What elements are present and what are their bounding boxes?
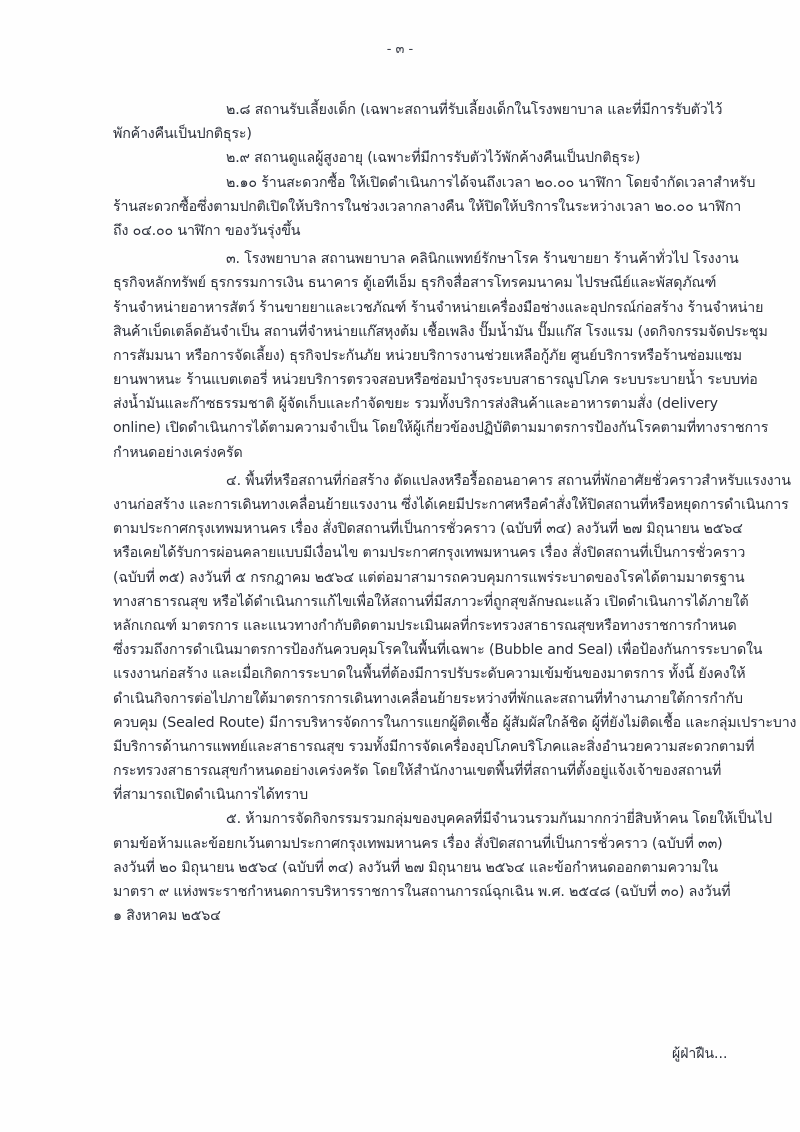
text-line: ๔. พื้นที่หรือสถานที่ก่อสร้าง ดัดแปลงหรือรื้อถอนอาคาร สถานที่พักอาศัยชั่วคราวสำหรับแรงงาน <box>226 472 791 489</box>
text-line: ร้านสะดวกซื้อซึ่งตามปกติเปิดให้บริการในช่วงเวลากลางคืน ให้ปิดให้บริการในระหว่างเวลา ๒๐.๐๐ นาฬิกา <box>113 198 742 215</box>
text-line: ตามประกาศกรุงเทพมหานคร เรื่อง สั่งปิดสถานที่เป็นการชั่วคราว (ฉบับที่ ๓๔) ลงวันที่ ๒๗ มิถุนายน ๒๕๖๔ <box>113 521 743 538</box>
text-line: ควบคุม (Sealed Route) มีการบริหารจัดการในการแยกผู้ติดเชื้อ ผู้สัมผัสใกล้ชิด ผู้ที่ยังไม่ติดเชื้อ และกลุ่มเปราะบาง <box>113 714 797 731</box>
text-line: online) เปิดดำเนินการได้ตามความจำเป็น โดยให้ผู้เกี่ยวข้องปฏิบัติตามมาตรการป้องกันโรคตามที่ทางราชการ <box>113 420 769 437</box>
paragraph-item-2-9 <box>113 146 723 170</box>
text-line: ทางสาธารณสุข หรือได้ดำเนินการแก้ไขเพื่อให้สถานที่มีสภาวะที่ถูกสุขลักษณะแล้ว เปิดดำเนินการได้ภายใต้ <box>113 593 749 610</box>
text-line: มาตรา ๙ แห่งพระราชกำหนดการบริหารราชการในสถานการณ์ฉุกเฉิน พ.ศ. ๒๕๔๘ (ฉบับที่ ๓๐) ลงวันที่ <box>113 884 731 900</box>
text-line: แรงงานก่อสร้าง และเมื่อเกิดการระบาดในพื้นที่ต้องมีการปรับระดับความเข้มข้นของมาตรการ ทั้งนี้ ยังคงให้ <box>113 666 746 683</box>
text-line: ดำเนินกิจการต่อไปภายใต้มาตรการการเดินทางเคลื่อนย้ายระหว่างที่พักและสถานที่ทำงานภายใต้การกำกับ <box>113 690 743 707</box>
text-line: (ฉบับที่ ๓๕) ลงวันที่ ๕ กรกฎาคม ๒๕๖๔ แต่ต่อมาสามารถควบคุมการแพร่ระบาดของโรคได้ตามมาตรฐาน <box>113 569 745 586</box>
paragraph-item-3 <box>113 247 769 465</box>
text-line: การสัมมนา หรือการจัดเลี้ยง) ธุรกิจประกันภัย หน่วยบริการงานช่วยเหลือกู้ภัย ศูนย์บริการหรือร้านซ่อมแซม <box>113 347 742 364</box>
paragraph-item-4 <box>113 469 797 808</box>
text-line: กำหนดอย่างเคร่งครัด <box>113 444 243 461</box>
text-line: ร้านจำหน่ายอาหารสัตว์ ร้านขายยาและเวชภัณฑ์ ร้านจำหน่ายเครื่องมือช่างและอุปกรณ์ก่อสร้าง ร้านจำหน่าย <box>113 299 764 316</box>
paragraph-item-2-8 <box>113 98 723 146</box>
text-line: ยานพาหนะ ร้านแบตเตอรี่ หน่วยบริการตรวจสอบหรือซ่อมบำรุงระบบสาธารณูปโภค ระบบระบายน้ำ ระบบท่อ <box>113 372 758 389</box>
continuation-marker: ผู้ฝ่าฝืน... <box>672 1046 728 1062</box>
text-line: ๒.๙ สถานดูแลผู้สูงอายุ (เฉพาะที่มีการรับตัวไว้พักค้างคืนเป็นปกติธุระ) <box>226 150 641 167</box>
text-line: หลักเกณฑ์ มาตรการ และแนวทางกำกับติดตามประเมินผลที่กระทรวงสาธารณสุขหรือทางราชการกำหนด <box>113 617 737 634</box>
text-line: ๕. ห้ามการจัดกิจกรรมรวมกลุ่มของบุคคลที่มีจำนวนรวมกันมากกว่ายี่สิบห้าคน โดยให้เป็นไป <box>226 811 772 828</box>
text-line: ซึ่งรวมถึงการดำเนินมาตรการป้องกันควบคุมโรคในพื้นที่เฉพาะ (Bubble and Seal) เพื่อป้องกันการระบาดใน <box>113 642 763 659</box>
text-line: มีบริการด้านการแพทย์และสาธารณสุข รวมทั้งมีการจัดเครื่องอุปโภคบริโภคและสิ่งอำนวยความสะดวกตามที่ <box>113 738 755 755</box>
text-line: ตามข้อห้ามและข้อยกเว้นตามประกาศกรุงเทพมหานคร เรื่อง สั่งปิดสถานที่เป็นการชั่วคราว (ฉบับที่ ๓๓) <box>113 835 723 852</box>
text-line: ๒.๑๐ ร้านสะดวกซื้อ ให้เปิดดำเนินการได้จนถึงเวลา ๒๐.๐๐ นาฬิกา โดยจำกัดเวลาสำหรับ <box>226 174 756 191</box>
document-body <box>113 98 797 928</box>
text-line: ลงวันที่ ๒๐ มิถุนายน ๒๕๖๔ (ฉบับที่ ๓๔) ลงวันที่ ๒๗ มิถุนายน ๒๕๖๔ และข้อกำหนดออกตามความใน <box>113 859 718 876</box>
text-line: พักค้างคืนเป็นปกติธุระ) <box>113 126 252 143</box>
text-line: ๓. โรงพยาบาล สถานพยาบาล คลินิกแพทย์รักษาโรค ร้านขายยา ร้านค้าทั่วไป โรงงาน <box>226 251 739 268</box>
text-line: กระทรวงสาธารณสุขกำหนดอย่างเคร่งครัด โดยให้สำนักงานเขตพื้นที่ที่สถานที่ตั้งอยู่แจ้งเจ้าของสถานที่ <box>113 763 722 780</box>
text-line: ๑ สิงหาคม ๒๕๖๔ <box>113 908 221 925</box>
paragraph-item-2-10 <box>113 171 756 244</box>
text-line: ๒.๘ สถานรับเลี้ยงเด็ก (เฉพาะสถานที่รับเลี้ยงเด็กในโรงพยาบาล และที่มีการรับตัวไว้ <box>226 102 723 118</box>
text-line: ถึง ๐๔.๐๐ นาฬิกา ของวันรุ่งขึ้น <box>113 222 301 239</box>
text-line: ธุรกิจหลักทรัพย์ ธุรกรรมการเงิน ธนาคาร ตู้เอทีเอ็ม ธุรกิจสื่อสารโทรคมนาคม ไปรษณีย์และพัสดุภัณฑ์ <box>113 275 717 292</box>
text-line: ส่งน้ำมันและก๊าซธรรมชาติ ผู้จัดเก็บและกำจัดขยะ รวมทั้งบริการส่งสินค้าและอาหารตามสั่ง (delivery <box>113 396 718 413</box>
text-line: ที่สามารถเปิดดำเนินการได้ทราบ <box>113 787 309 804</box>
text-line: งานก่อสร้าง และการเดินทางเคลื่อนย้ายแรงงาน ซึ่งได้เคยมีประกาศหรือคำสั่งให้ปิดสถานที่หรือหยุดการดำเนินการ <box>113 497 789 513</box>
text-line: สินค้าเบ็ดเตล็ดอันจำเป็น สถานที่จำหน่ายแก๊สหุงต้ม เชื้อเพลิง ปั๊มน้ำมัน ปั๊มแก๊ส โรงแรม (งดกิจกรรมจัดประชุม <box>113 323 768 340</box>
paragraph-item-5 <box>113 807 772 928</box>
page-number: - ๓ - <box>386 42 414 57</box>
text-line: หรือเคยได้รับการผ่อนคลายแบบมีเงื่อนไข ตามประกาศกรุงเทพมหานคร เรื่อง สั่งปิดสถานที่เป็นการชั่วคราว <box>113 545 746 562</box>
